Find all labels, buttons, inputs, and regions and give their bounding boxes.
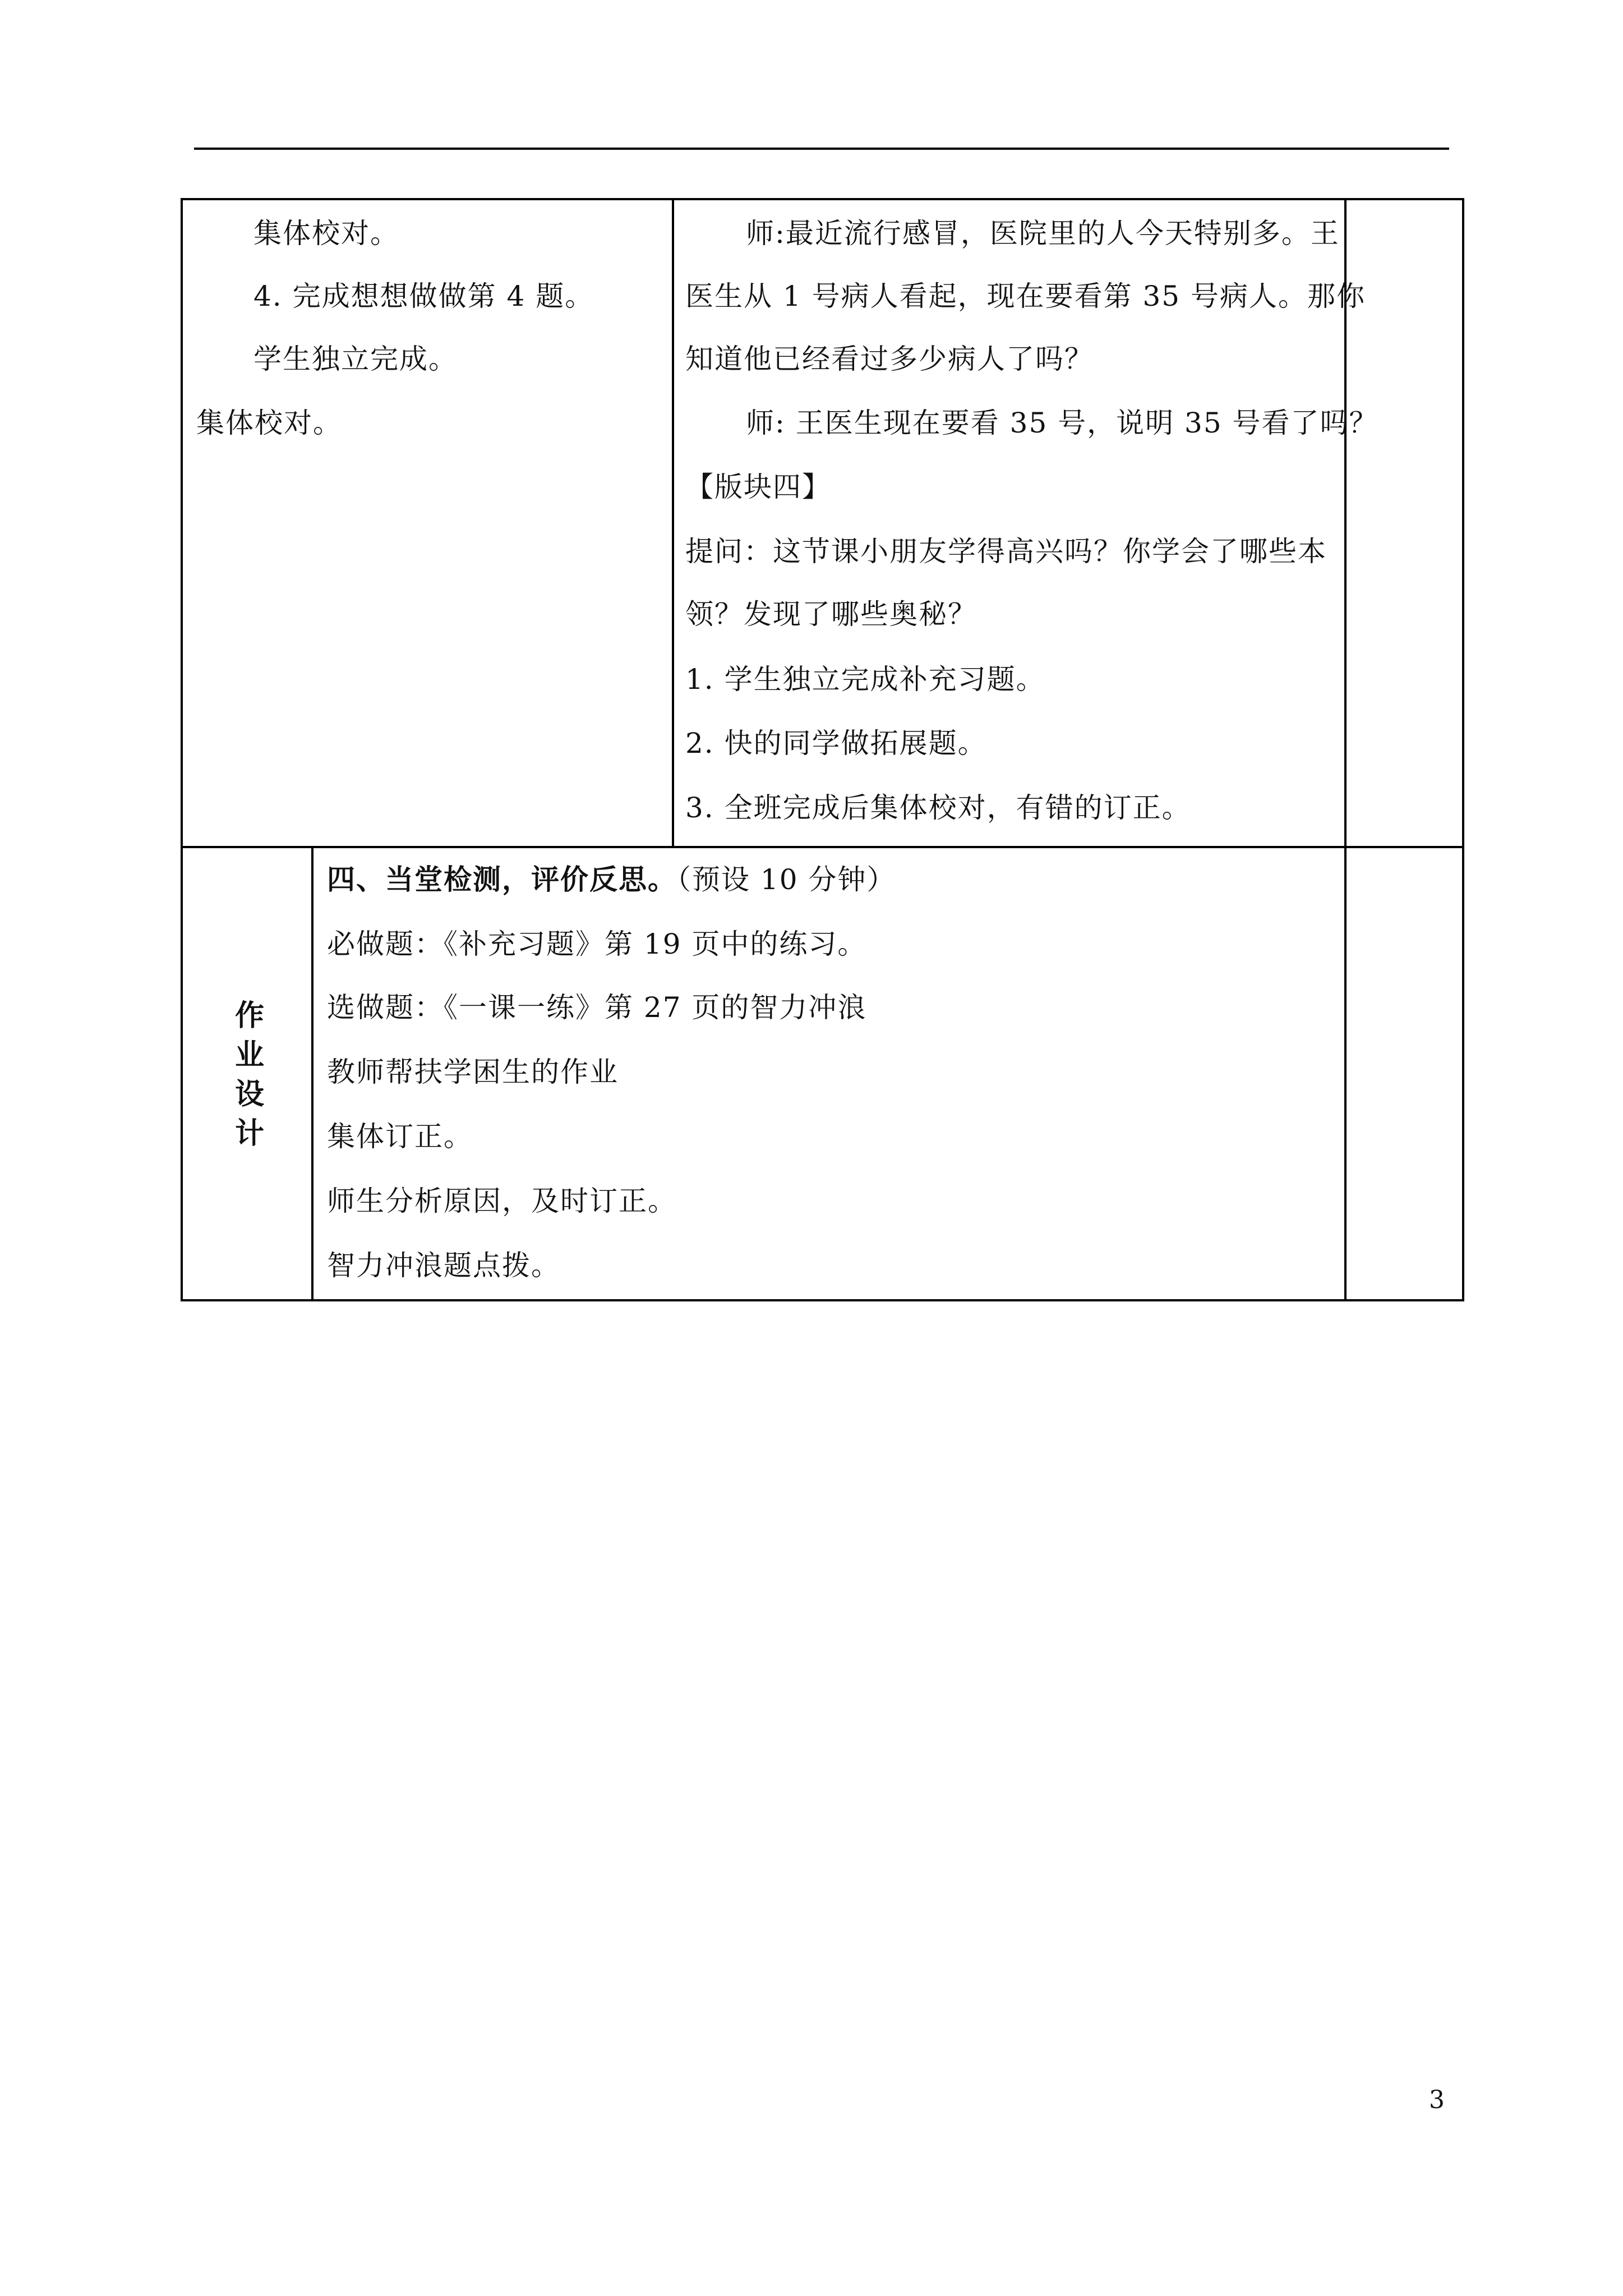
header-rule [194, 148, 1449, 150]
hw-line-5: 师生分析原因，及时订正。 [327, 1185, 677, 1217]
right-line-10: 3. 全班完成后集体校对，有错的订正。 [685, 792, 1191, 824]
table-border-bottom [181, 1299, 1464, 1301]
right-line-6: 提问：这节课小朋友学得高兴吗？你学会了哪些本 [685, 535, 1327, 568]
hw-line-2: 选做题：《一课一练》第 27 页的智力冲浪 [327, 991, 867, 1024]
hw-line-1: 必做题：《补充习题》第 19 页中的练习。 [327, 928, 867, 960]
right-line-9: 2. 快的同学做拓展题。 [685, 727, 987, 760]
table-row-divider [181, 846, 1464, 848]
homework-heading-bold: 四、当堂检测，评价反思。 [327, 863, 677, 896]
label-char-3: 设 [234, 1077, 264, 1111]
homework-heading [327, 864, 896, 895]
table-col-divider-row1 [672, 198, 674, 848]
left-line-2: 4. 完成想想做做第 4 题。 [253, 280, 594, 312]
right-line-8: 1. 学生独立完成补充习题。 [685, 663, 1045, 696]
left-line-3: 学生独立完成。 [253, 343, 458, 375]
hw-line-6: 智力冲浪题点拨。 [327, 1249, 560, 1282]
table-col-divider-row2 [311, 846, 313, 1301]
left-line-4: 集体校对。 [196, 407, 342, 439]
table-border-left [181, 198, 183, 1301]
table-border-top [181, 198, 1464, 200]
table-border-right [1462, 198, 1464, 1301]
right-line-1: 师:最近流行感冒，医院里的人今天特别多。王 [746, 217, 1340, 250]
left-line-1: 集体校对。 [253, 217, 399, 250]
right-line-3: 知道他已经看过多少病人了吗？ [685, 343, 1094, 375]
label-char-2: 业 [234, 1038, 264, 1072]
right-line-7: 领？发现了哪些奥秘？ [685, 598, 977, 631]
homework-heading-time: （预设 10 分钟） [677, 863, 896, 896]
label-char-1: 作 [234, 999, 264, 1033]
hw-line-4: 集体订正。 [327, 1120, 473, 1153]
label-char-4: 计 [234, 1116, 264, 1151]
section-heading: 【版块四】 [685, 471, 831, 503]
right-line-4: 师: 王医生现在要看 35 号，说明 35 号看了吗？ [746, 407, 1378, 439]
table-col-divider-notes [1344, 198, 1347, 1301]
page-number: 3 [1429, 2086, 1445, 2114]
hw-line-3: 教师帮扶学困生的作业 [327, 1056, 619, 1088]
right-line-2: 医生从 1 号病人看起，现在要看第 35 号病人。那你 [685, 280, 1366, 312]
